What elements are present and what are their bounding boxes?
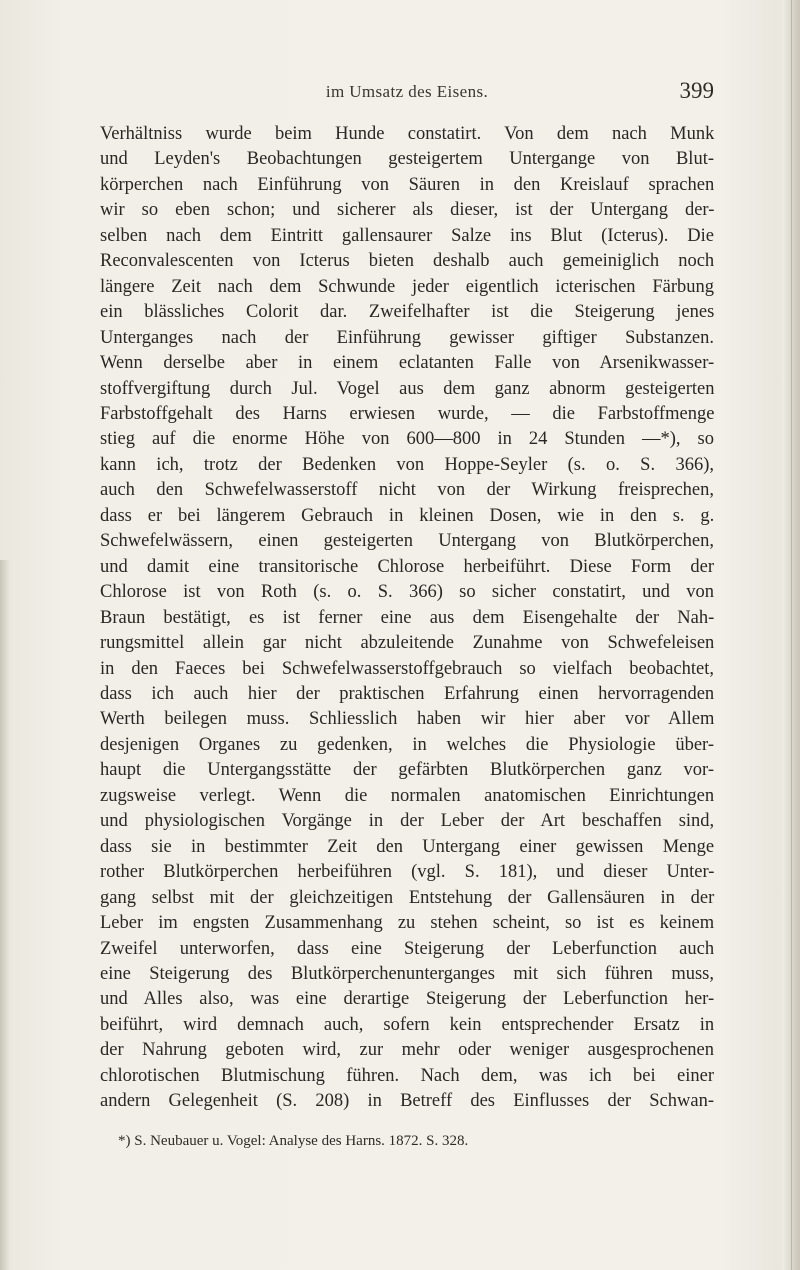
- text-line: beiführt, wird demnach auch, sofern kein entsprechender Ersatz in: [100, 1014, 715, 1035]
- text-line: Chlorose ist von Roth (s. o. S. 366) so sicher constatirt, und von: [100, 582, 714, 603]
- text-line: und damit eine transitorische Chlorose herbeiführt. Diese Form der: [100, 556, 714, 577]
- text-line: Schwefelwässern, einen gesteigerten Untergang von Blutkörperchen,: [100, 531, 714, 552]
- text-line: Verhältniss wurde beim Hunde constatirt. Von dem nach Munk: [100, 124, 715, 144]
- text-line: gang selbst mit der gleichzeitigen Entstehung der Gallensäuren in der: [100, 887, 715, 908]
- text-line: chlorotischen Blutmischung führen. Nach dem, was ich bei einer: [100, 1065, 714, 1086]
- text-line: Wenn derselbe aber in einem eclatanten Falle von Arsenikwasser-: [100, 353, 715, 374]
- text-line: zugsweise verlegt. Wenn die normalen anatomischen Einrichtungen: [100, 785, 715, 806]
- page-shadow: [0, 560, 10, 1270]
- text-line: Unterganges nach der Einführung gewisser giftiger Substanzen.: [100, 327, 714, 348]
- text-line: selben nach dem Eintritt gallensaurer Salze ins Blut (Icterus). Die: [100, 225, 714, 246]
- text-line: Zweifel unterworfen, dass eine Steigerung der Leberfunction auch: [100, 938, 715, 959]
- text-line: Braun bestätigt, es ist ferner eine aus dem Eisengehalte der Nah-: [100, 607, 715, 628]
- text-line: desjenigen Organes zu gedenken, in welches die Physiologie über-: [100, 734, 714, 755]
- text-line: dass sie in bestimmter Zeit den Untergang einer gewissen Menge: [100, 836, 715, 857]
- running-head: im Umsatz des Eisens.: [325, 82, 489, 101]
- text-line: Leber im engsten Zusammenhang zu stehen scheint, so ist es keinem: [100, 913, 715, 934]
- text-line: in den Faeces bei Schwefelwasserstoffgebrauch so vielfach beobachtet,: [100, 658, 714, 679]
- text-line: rungsmittel allein gar nicht abzuleitende Zunahme von Schwefeleisen: [100, 633, 715, 654]
- text-line: Farbstoffgehalt des Harns erwiesen wurde, — die Farbstoffmenge: [100, 403, 715, 424]
- text-line: dass ich auch hier der praktischen Erfahrung einen hervorragenden: [100, 683, 715, 704]
- page-header: [100, 78, 714, 108]
- page-number: 399: [679, 78, 714, 103]
- text-line: der Nahrung geboten wird, zur mehr oder weniger ausgesprochenen: [100, 1040, 714, 1061]
- text-line: und Alles also, was eine derartige Steigerung der Leberfunction her-: [100, 989, 715, 1010]
- footnote: *) S. Neubauer u. Vogel: Analyse des Harns. 1872. S. 328.: [118, 1133, 469, 1149]
- text-line: andern Gelegenheit (S. 208) in Betreff des Einflusses der Schwan-: [100, 1091, 714, 1112]
- text-line: haupt die Untergangsstätte der gefärbten Blutkörperchen ganz vor-: [100, 760, 714, 781]
- body-text: [100, 122, 714, 1115]
- text-line: und physiologischen Vorgänge in der Leber der Art beschaffen sind,: [100, 811, 715, 832]
- text-line: Reconvalescenten von Icterus bieten deshalb auch gemeiniglich noch: [100, 251, 715, 272]
- text-line: und Leyden's Beobachtungen gesteigertem Untergange von Blut-: [100, 149, 714, 170]
- text-line: ein blässliches Colorit dar. Zweifelhafter ist die Steigerung jenes: [100, 302, 715, 323]
- text-line: längere Zeit nach dem Schwunde jeder eigentlich icterischen Färbung: [100, 276, 714, 297]
- page-edge-line: [791, 0, 792, 1270]
- text-line: stieg auf die enorme Höhe von 600—800 in 24 Stunden —*), so: [100, 429, 714, 450]
- text-line: eine Steigerung des Blutkörperchenunterganges mit sich führen muss,: [100, 963, 714, 984]
- text-line: wir so eben schon; und sicherer als dieser, ist der Untergang der-: [100, 200, 715, 221]
- text-line: Werth beilegen muss. Schliesslich haben wir hier aber vor Allem: [100, 709, 715, 730]
- text-line: kann ich, trotz der Bedenken von Hoppe-Seyler (s. o. S. 366),: [100, 454, 714, 475]
- text-line: rother Blutkörperchen herbeiführen (vgl. S. 181), und dieser Unter-: [100, 862, 715, 883]
- text-line: auch den Schwefelwasserstoff nicht von der Wirkung freisprechen,: [100, 480, 714, 501]
- text-line: körperchen nach Einführung von Säuren in den Kreislauf sprachen: [100, 174, 715, 195]
- text-line: dass er bei längerem Gebrauch in kleinen Dosen, wie in den s. g.: [100, 505, 715, 526]
- text-line: stoffvergiftung durch Jul. Vogel aus dem ganz abnorm gesteigerten: [100, 378, 715, 399]
